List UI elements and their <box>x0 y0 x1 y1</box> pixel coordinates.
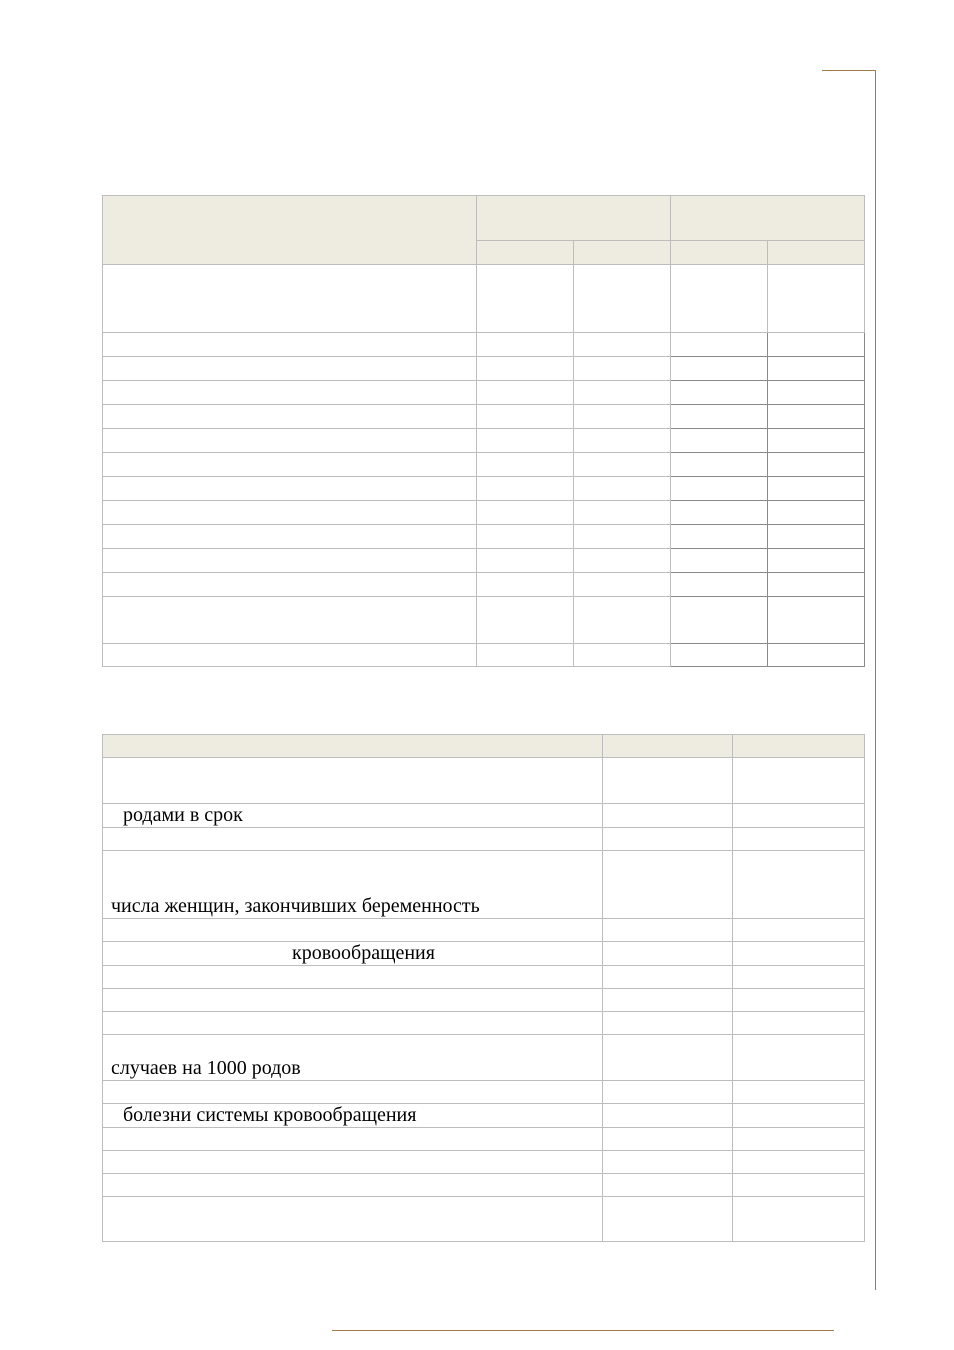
table-row <box>103 429 865 453</box>
table-cell <box>671 644 768 667</box>
table-cell <box>733 966 865 989</box>
frame-right-line <box>875 70 876 1290</box>
table-cell <box>603 1151 733 1174</box>
table-cell <box>733 804 865 828</box>
table-row <box>103 828 865 851</box>
table-row <box>103 549 865 573</box>
table-cell <box>574 549 671 573</box>
frame-bottom-line <box>332 1330 834 1331</box>
table-cell <box>103 477 477 501</box>
table-cell <box>603 942 733 966</box>
table-row <box>103 477 865 501</box>
table-cell <box>477 549 574 573</box>
table-cell <box>477 333 574 357</box>
table-cell <box>671 477 768 501</box>
table-cell <box>733 989 865 1012</box>
table-row <box>103 357 865 381</box>
table-cell <box>768 477 865 501</box>
table-cell <box>103 1197 603 1242</box>
table-cell <box>671 357 768 381</box>
table-cell <box>733 1104 865 1128</box>
table-cell <box>603 1174 733 1197</box>
table-cell <box>574 597 671 644</box>
table-cell <box>768 429 865 453</box>
table-cell <box>477 357 574 381</box>
table-cell <box>768 525 865 549</box>
table-cell <box>103 429 477 453</box>
table-cell <box>671 333 768 357</box>
row-label-circulation: кровообращения <box>292 942 435 964</box>
table-cell <box>733 1128 865 1151</box>
row-label-cases-per-1000: случаев на 1000 родов <box>111 1057 301 1079</box>
row-label-circulatory-disease: болезни системы кровообращения <box>123 1104 417 1126</box>
table-cell <box>477 644 574 667</box>
header-cell <box>733 735 865 758</box>
table-cell <box>574 477 671 501</box>
header-cell <box>671 241 768 265</box>
header-cell <box>477 196 671 241</box>
table-cell <box>603 851 733 919</box>
table-cell <box>733 828 865 851</box>
table-cell <box>103 453 477 477</box>
table-row <box>103 758 865 804</box>
table-cell <box>768 265 865 333</box>
table-cell <box>671 429 768 453</box>
table-row <box>103 453 865 477</box>
header-cell <box>768 241 865 265</box>
table-cell <box>671 405 768 429</box>
table-cell <box>733 1197 865 1242</box>
table-cell <box>574 265 671 333</box>
table-cell <box>103 828 603 851</box>
table-cell <box>768 644 865 667</box>
table-cell <box>103 597 477 644</box>
table-cell <box>477 405 574 429</box>
table-cell <box>671 573 768 597</box>
table-cell <box>671 597 768 644</box>
table-row <box>103 405 865 429</box>
table-cell <box>103 525 477 549</box>
table-one-header-row <box>103 196 865 241</box>
table-cell <box>103 804 603 828</box>
table-row <box>103 942 865 966</box>
table-cell <box>671 501 768 525</box>
table-cell <box>103 1012 603 1035</box>
table-cell <box>477 453 574 477</box>
table-cell <box>477 501 574 525</box>
table-cell <box>103 1151 603 1174</box>
table-cell <box>574 405 671 429</box>
table-cell <box>733 1035 865 1081</box>
table-cell <box>477 597 574 644</box>
table-cell <box>103 1128 603 1151</box>
table-cell <box>103 989 603 1012</box>
table-cell <box>603 1035 733 1081</box>
table-cell <box>768 501 865 525</box>
header-cell <box>103 735 603 758</box>
table-cell <box>574 333 671 357</box>
table-cell <box>603 1012 733 1035</box>
table-cell <box>574 381 671 405</box>
table-cell <box>574 525 671 549</box>
table-cell <box>768 381 865 405</box>
table-cell <box>733 758 865 804</box>
table-cell <box>477 477 574 501</box>
table-cell <box>574 453 671 477</box>
table-one <box>102 195 865 667</box>
header-cell <box>603 735 733 758</box>
table-cell <box>733 1151 865 1174</box>
table-cell <box>603 1104 733 1128</box>
table-row <box>103 1128 865 1151</box>
table-row <box>103 644 865 667</box>
table-cell <box>768 405 865 429</box>
table-cell <box>733 1081 865 1104</box>
table-cell <box>103 919 603 942</box>
header-cell <box>671 196 865 241</box>
table-cell <box>103 1104 603 1128</box>
table-cell <box>574 501 671 525</box>
table-row <box>103 1104 865 1128</box>
table-cell <box>603 919 733 942</box>
table-row <box>103 333 865 357</box>
table-cell <box>103 549 477 573</box>
table-cell <box>768 573 865 597</box>
table-row <box>103 1012 865 1035</box>
table-cell <box>603 1197 733 1242</box>
table-cell <box>103 851 603 919</box>
table-cell <box>477 429 574 453</box>
row-label-women-count: числа женщин, закончивших беременность <box>111 895 480 917</box>
table-cell <box>768 597 865 644</box>
table-cell <box>603 1081 733 1104</box>
table-cell <box>574 573 671 597</box>
table-cell <box>733 1012 865 1035</box>
table-cell <box>477 265 574 333</box>
table-cell <box>103 1174 603 1197</box>
table-cell <box>671 265 768 333</box>
table-two <box>102 734 865 1242</box>
table-row <box>103 919 865 942</box>
table-cell <box>477 573 574 597</box>
table-row <box>103 1197 865 1242</box>
table-cell <box>103 1035 603 1081</box>
table-row <box>103 804 865 828</box>
table-row <box>103 1035 865 1081</box>
table-cell <box>103 333 477 357</box>
table-cell <box>103 573 477 597</box>
table-cell <box>103 265 477 333</box>
table-cell <box>103 405 477 429</box>
table-row <box>103 966 865 989</box>
table-cell <box>768 549 865 573</box>
table-cell <box>603 758 733 804</box>
row-label-term-births: родами в срок <box>123 804 243 826</box>
table-cell <box>103 381 477 405</box>
table-cell <box>103 1081 603 1104</box>
table-row <box>103 851 865 919</box>
table-two-header-row <box>103 735 865 758</box>
table-cell <box>603 828 733 851</box>
table-row <box>103 989 865 1012</box>
table-cell <box>671 549 768 573</box>
table-row <box>103 525 865 549</box>
header-cell <box>103 196 477 265</box>
table-cell <box>103 357 477 381</box>
table-cell <box>733 851 865 919</box>
table-cell <box>103 644 477 667</box>
table-cell <box>574 429 671 453</box>
table-cell <box>603 966 733 989</box>
table-row <box>103 381 865 405</box>
header-cell <box>477 241 574 265</box>
table-cell <box>603 1128 733 1151</box>
table-cell <box>768 453 865 477</box>
table-row <box>103 1174 865 1197</box>
table-cell <box>768 357 865 381</box>
table-row <box>103 501 865 525</box>
table-row <box>103 1151 865 1174</box>
table-row <box>103 265 865 333</box>
table-cell <box>733 919 865 942</box>
frame-top-line <box>822 70 876 71</box>
table-cell <box>477 525 574 549</box>
table-cell <box>671 453 768 477</box>
table-cell <box>574 357 671 381</box>
table-cell <box>477 381 574 405</box>
table-row <box>103 1081 865 1104</box>
table-cell <box>103 758 603 804</box>
table-cell <box>574 644 671 667</box>
table-cell <box>603 804 733 828</box>
table-cell <box>603 989 733 1012</box>
table-cell <box>671 525 768 549</box>
table-cell <box>103 942 603 966</box>
table-cell <box>103 966 603 989</box>
table-cell <box>768 333 865 357</box>
table-cell <box>733 1174 865 1197</box>
table-row <box>103 597 865 644</box>
table-row <box>103 573 865 597</box>
table-cell <box>103 501 477 525</box>
header-cell <box>574 241 671 265</box>
table-cell <box>733 942 865 966</box>
table-cell <box>671 381 768 405</box>
